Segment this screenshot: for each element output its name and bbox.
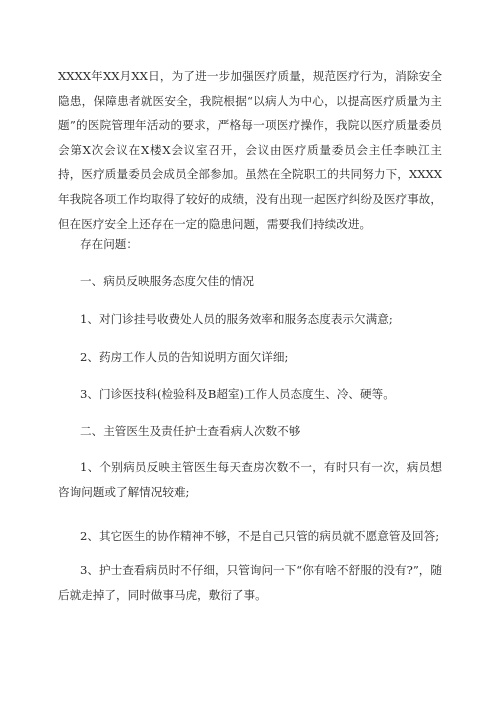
section1-heading: 一、病员反映服务态度欠佳的情况 [80,274,254,288]
section2-item-1: 1、个别病员反映主管医生每天查房次数不一，有时只有一次，病员想咨询问题或了解情况较难; [58,460,442,499]
section2-heading: 二、主管医生及责任护士查看病人次数不够 [80,424,301,438]
section1-item-3: 3、门诊医技科(检验科及B超室)工作人员态度生、冷、硬等。 [80,387,395,401]
section2-item-3: 3、护士查看病员时不仔细，只管询问一下“你有啥不舒服的没有?”，随后就走掉了，同时做事马虎，敷衍了事。 [58,563,442,602]
section1-item-2: 2、药房工作人员的告知说明方面欠详细; [80,350,289,364]
intro-paragraph: XXXX年XX月XX日，为了进一步加强医疗质量，规范医疗行为，消除安全隐患，保障患者就医安全，我院根据“以病人为中心，以提高医疗质量为主题”的医院管理年活动的要求，严格每一项医疗操作，我院以医疗质量委员会第X次会议在X楼X会议室召开，会议由医疗质量委员会主任李映江主持，医疗质量委员会成员全部参加。虽然在全院职工的共同努力下，XXXX年我院各项工作均取得了较好的成绩，没有出现一起医疗纠纷及医疗事故，但在医疗安全上还存在一定的隐患问题，需要我们持续改进。 [58,69,442,231]
section2-item-2: 2、其它医生的协作精神不够，不是自己只管的病员就不愿意管及回答; [80,529,440,543]
section1-item-1: 1、对门诊挂号收费处人员的服务效率和服务态度表示欠满意; [80,312,393,326]
issues-heading: 存在问题： [80,237,138,251]
